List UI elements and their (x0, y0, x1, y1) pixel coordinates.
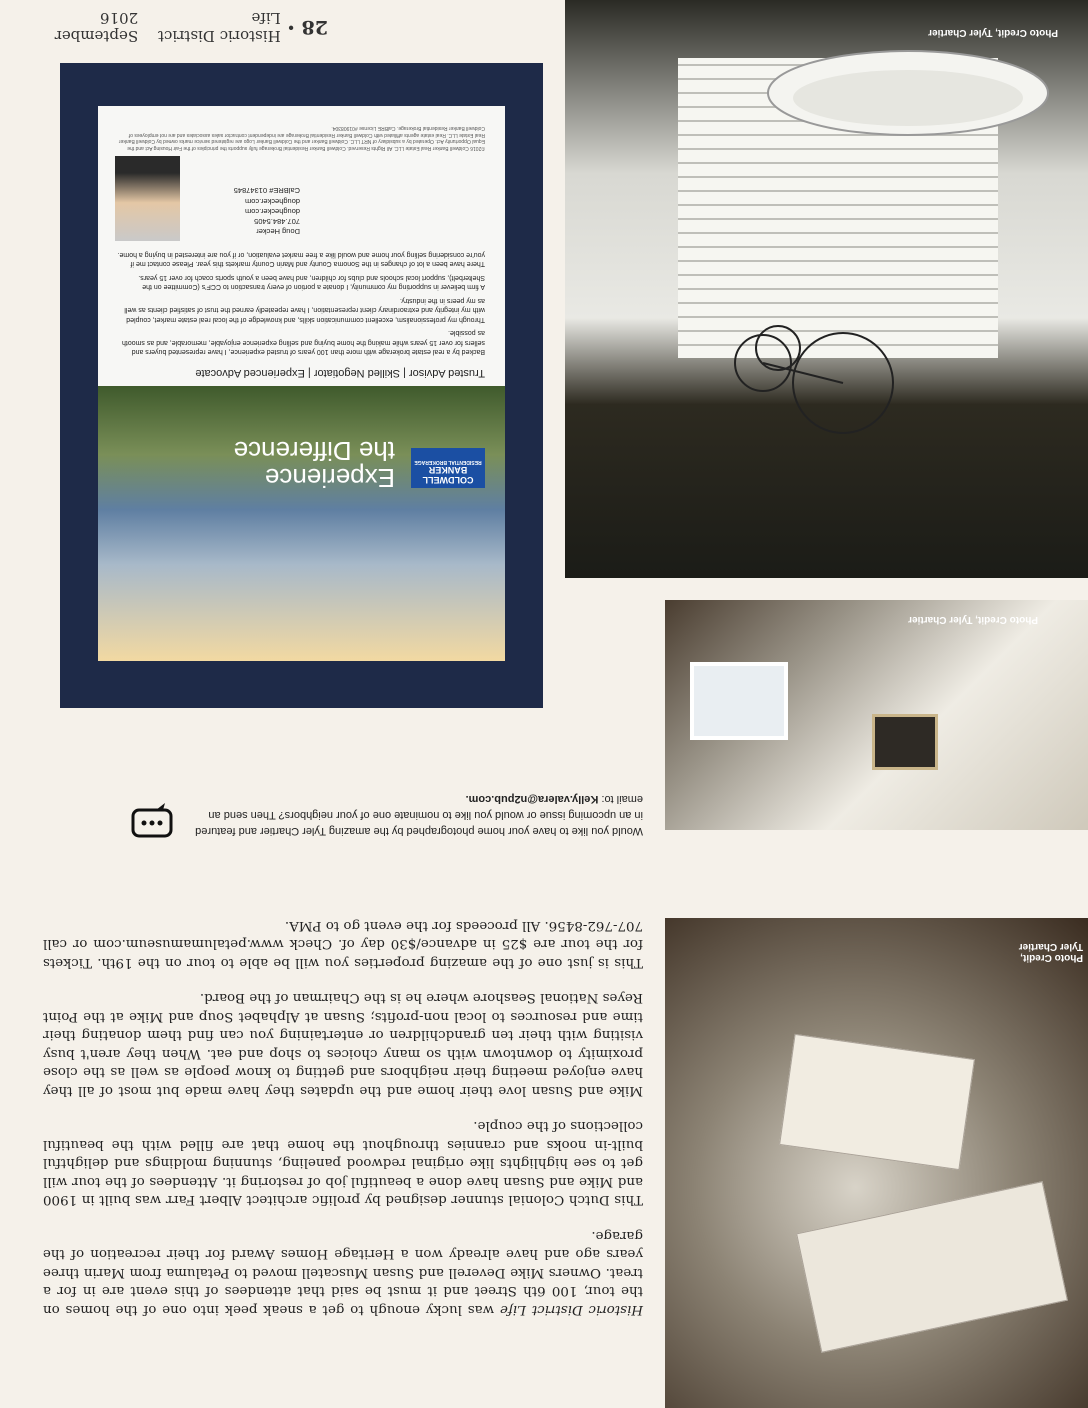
issue-date: September 2016 (54, 9, 139, 45)
agent-website: doughecker.com (244, 196, 300, 206)
article-paragraph-2: This Dutch Colonial stunner designed by prolific architect Albert Farr was built in 1900 and Mike and Susan have done a beautiful job of restoring it. Attendees of the tour will get to see highlights like original redwood paneling, stunning moldings and delightful built-in nooks and crannies throughout the home that are filled with the beautiful collections of the couple. (43, 1118, 643, 1208)
article-paragraph-3: Mike and Susan love their home and the updates they have made but most of all they have enjoyed meeting their neighbors and getting to know people as well as the close proximity to downtown with so many choices to shop and eat. When they aren't busy visiting with their ten grandchildren or entertaining you can find them donating their time and resources to local non-profits; Susan at Alphabet Soup and Mike at the Point Reyes National Seashore where he is the Chairman of the Board. (43, 990, 643, 1098)
ad-panel (98, 106, 505, 661)
article-paragraph-1 (43, 1226, 643, 1319)
publication-name: Historic District Life (157, 9, 281, 45)
telegram-paper (796, 1181, 1068, 1353)
porch-photo-credit: Photo Credit, Tyler Chartier (928, 27, 1058, 38)
ad-body (115, 246, 485, 356)
ad-headline-line-1: Experience (264, 463, 395, 493)
bathtub-icon (758, 38, 1058, 148)
framed-painting (872, 714, 938, 770)
ad-landscape-image (98, 386, 505, 661)
submission-callout (118, 790, 643, 838)
agent-email: doughecker.com (244, 206, 300, 216)
publication-reference: Historic District Life (499, 1302, 643, 1317)
interior-photo (665, 600, 1088, 830)
brand-line-2: BANKER (428, 465, 468, 475)
brand-line-1: COLDWELL (422, 475, 474, 485)
window (690, 662, 788, 740)
letter-paper (779, 1034, 975, 1170)
brand-line-3: RESIDENTIAL BROKERAGE (414, 459, 482, 465)
bicycle-sculpture-icon (728, 308, 898, 458)
callout-text (193, 790, 643, 838)
ad-body-paragraph: Backed by a real estate brokerage with more than 100 years of trusted experience, I have represented buyers and sellers for over 15 years while making the home buying and selling experience enjoyable, memorable, and as smooth as possible. (121, 329, 485, 355)
interior-photo-credit: Photo Credit, Tyler Chartier (908, 614, 1038, 625)
porch-photo (565, 0, 1088, 578)
article-text: was lucky enough to get a sneak peek into one of the homes on the tour, 100 6th Street and it must be said that attendees of this event are in for a treat. Owners Mike Deverell and Susan Muscatell moved to Petaluma from Marin three years ago and have already won a Heritage Homes Award for their recreation of the garage. (43, 1228, 643, 1317)
letters-photo-credit: Photo Credit, Tyler Chartier (1018, 941, 1083, 963)
ad-headline (234, 436, 395, 491)
page-number: 28 (301, 16, 328, 38)
agent-name: Doug Hecker (256, 227, 300, 236)
callout-message: Would you like to have your home photographed by the amazing Tyler Chartier and featured in an upcoming issue or would you like to nominate one of your neighbors? Then send an email to: (195, 793, 643, 837)
article-paragraph-4: This is just one of the amazing properties you will be able to tour on the 19th. Tickets for the tour are $25 in advance/$30 day of. Check www.petalumamuseum.com or call 707-762-8456. All proceeds for the event go to PMA. (43, 918, 643, 970)
ad-body-paragraph: A firm believer in supporting my community, I donate a portion of every transaction to CCF's (Committee on the Shelterbelt), support local schools and clubs for children, and have been a youth sports coach for over 15 years. (138, 273, 485, 291)
ad-body-paragraph: Through my professionalism, excellent communication skills, and knowledge of the local real estate market, coupled with my integrity and extraordinary client representation, I have repeatedly earned the trust of satisfied clients as well as my peers in the industry. (124, 296, 485, 323)
agent-portrait (115, 156, 180, 241)
letters-photo (665, 918, 1088, 1408)
agent-license: CalBRE# 01347845 (233, 186, 300, 196)
chat-bubble-icon (131, 802, 173, 840)
agent-phone: 707.484.5405 (254, 216, 300, 226)
ad-tagline: Trusted Advisor | Skilled Negotiator | Experienced Advocate (195, 367, 485, 379)
callout-email[interactable]: Kelly.valera@n2pub.com. (465, 793, 599, 806)
ad-body-paragraph: There have been a lot of changes in the Sonoma County and Marin County markets this year. Please contact me if you're considering selling your home and would like a free market evaluation, or if you are interested in buying a home. (117, 251, 485, 268)
header-separator: • (286, 18, 296, 36)
coldwell-banker-logo (411, 448, 485, 488)
ad-disclaimer: ©2016 Coldwell Banker Real Estate LLC. All Rights Reserved. Coldwell Banker Residential Brokerage fully supports the principles of the Fair Housing Act and the Equal Opportunity Act. Operated by a subsidiary of NRT LLC. Coldwell Banker and the Coldwell Banker Logo are registered service marks owned by Coldwell Banker Real Estate LLC. Real estate agents affiliated with Coldwell Banker Residential Brokerage are independent contractor sales associates and are not employees of Coldwell Banker Residential Brokerage. CalBRE License #01908304. (118, 125, 485, 151)
ad-headline-line-2: the Difference (233, 435, 395, 466)
page-header (28, 9, 328, 45)
agent-contact (185, 185, 300, 236)
coldwell-banker-ad (60, 63, 543, 708)
article-body (43, 916, 643, 1319)
